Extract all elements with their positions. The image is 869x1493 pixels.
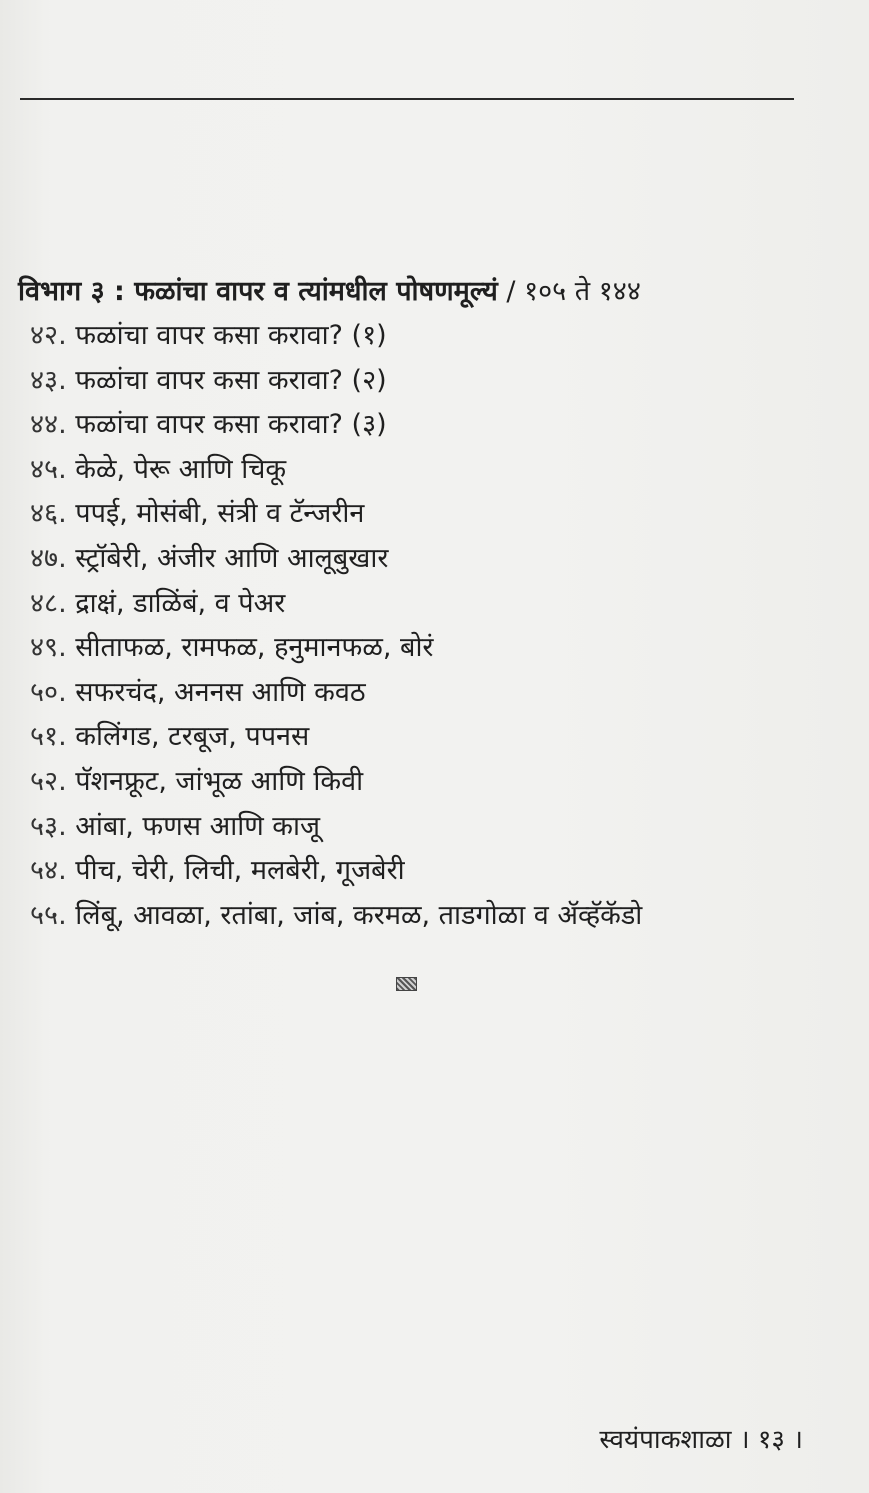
toc-item-number: ५५. bbox=[30, 899, 67, 931]
section-title: विभाग ३ : फळांचा वापर व त्यांमधील पोषणमूल्यं bbox=[18, 276, 498, 307]
top-rule bbox=[20, 98, 794, 100]
ornament-icon bbox=[396, 977, 417, 991]
page-footer: स्वयंपाकशाळा । १३ । bbox=[599, 1425, 803, 1455]
toc-item-title: फळांचा वापर कसा करावा? (२) bbox=[75, 364, 387, 396]
toc-item bbox=[30, 537, 830, 582]
toc-item-number: ५२. bbox=[30, 765, 67, 797]
toc-item-number: ४५. bbox=[30, 453, 67, 485]
toc-item bbox=[30, 760, 830, 805]
toc-item-number: ५१. bbox=[30, 721, 67, 753]
toc-item-number: ५३. bbox=[30, 810, 67, 842]
toc-item bbox=[30, 448, 830, 493]
toc-item-title: फळांचा वापर कसा करावा? (३) bbox=[75, 409, 387, 441]
toc-item bbox=[30, 314, 830, 359]
toc-item-number: ४४. bbox=[30, 409, 67, 441]
toc-item bbox=[30, 849, 830, 894]
toc-item-number: ४९. bbox=[30, 632, 67, 664]
section-page-range: / १०५ ते १४४ bbox=[497, 276, 641, 307]
toc-list bbox=[30, 314, 830, 938]
toc-item bbox=[30, 805, 830, 850]
toc-item-number: ४२. bbox=[30, 320, 67, 351]
toc-item-title: पपई, मोसंबी, संत्री व टॅन्जरीन bbox=[75, 498, 365, 530]
toc-item-title: लिंबू, आवळा, रतांबा, जांब, करमळ, ताडगोळा व ॲव्हॅकॅडो bbox=[75, 899, 643, 931]
toc-item bbox=[30, 894, 830, 939]
toc-item bbox=[30, 671, 830, 716]
toc-item-title: द्राक्षं, डाळिंबं, व पेअर bbox=[75, 587, 286, 619]
toc-item-title: कलिंगड, टरबूज, पपनस bbox=[75, 721, 310, 753]
toc-item-number: ४८. bbox=[30, 587, 67, 619]
toc-item-number: ४६. bbox=[30, 498, 67, 530]
section-heading bbox=[18, 272, 838, 312]
toc-item-title: पॅशनफ्रूट, जांभूळ आणि किवी bbox=[75, 765, 364, 797]
toc-item-title: सफरचंद, अननस आणि कवठ bbox=[75, 676, 366, 708]
toc-item-title: फळांचा वापर कसा करावा? (१) bbox=[75, 320, 387, 351]
toc-item bbox=[30, 582, 830, 627]
toc-item bbox=[30, 626, 830, 671]
toc-item bbox=[30, 359, 830, 404]
toc-item-title: आंबा, फणस आणि काजू bbox=[75, 810, 321, 842]
toc-item bbox=[30, 403, 830, 448]
toc-item-title: स्ट्रॉबेरी, अंजीर आणि आलूबुखार bbox=[75, 542, 389, 574]
toc-item-title: केळे, पेरू आणि चिकू bbox=[75, 453, 287, 485]
toc-item-title: पीच, चेरी, लिची, मलबेरी, गूजबेरी bbox=[75, 855, 405, 887]
toc-item-number: ५०. bbox=[30, 676, 67, 708]
toc-item bbox=[30, 492, 830, 537]
toc-item bbox=[30, 715, 830, 760]
toc-item-number: ४७. bbox=[30, 542, 67, 574]
toc-item-number: ४३. bbox=[30, 364, 67, 396]
toc-item-title: सीताफळ, रामफळ, हनुमानफळ, बोरं bbox=[75, 632, 434, 664]
toc-item-number: ५४. bbox=[30, 855, 67, 887]
